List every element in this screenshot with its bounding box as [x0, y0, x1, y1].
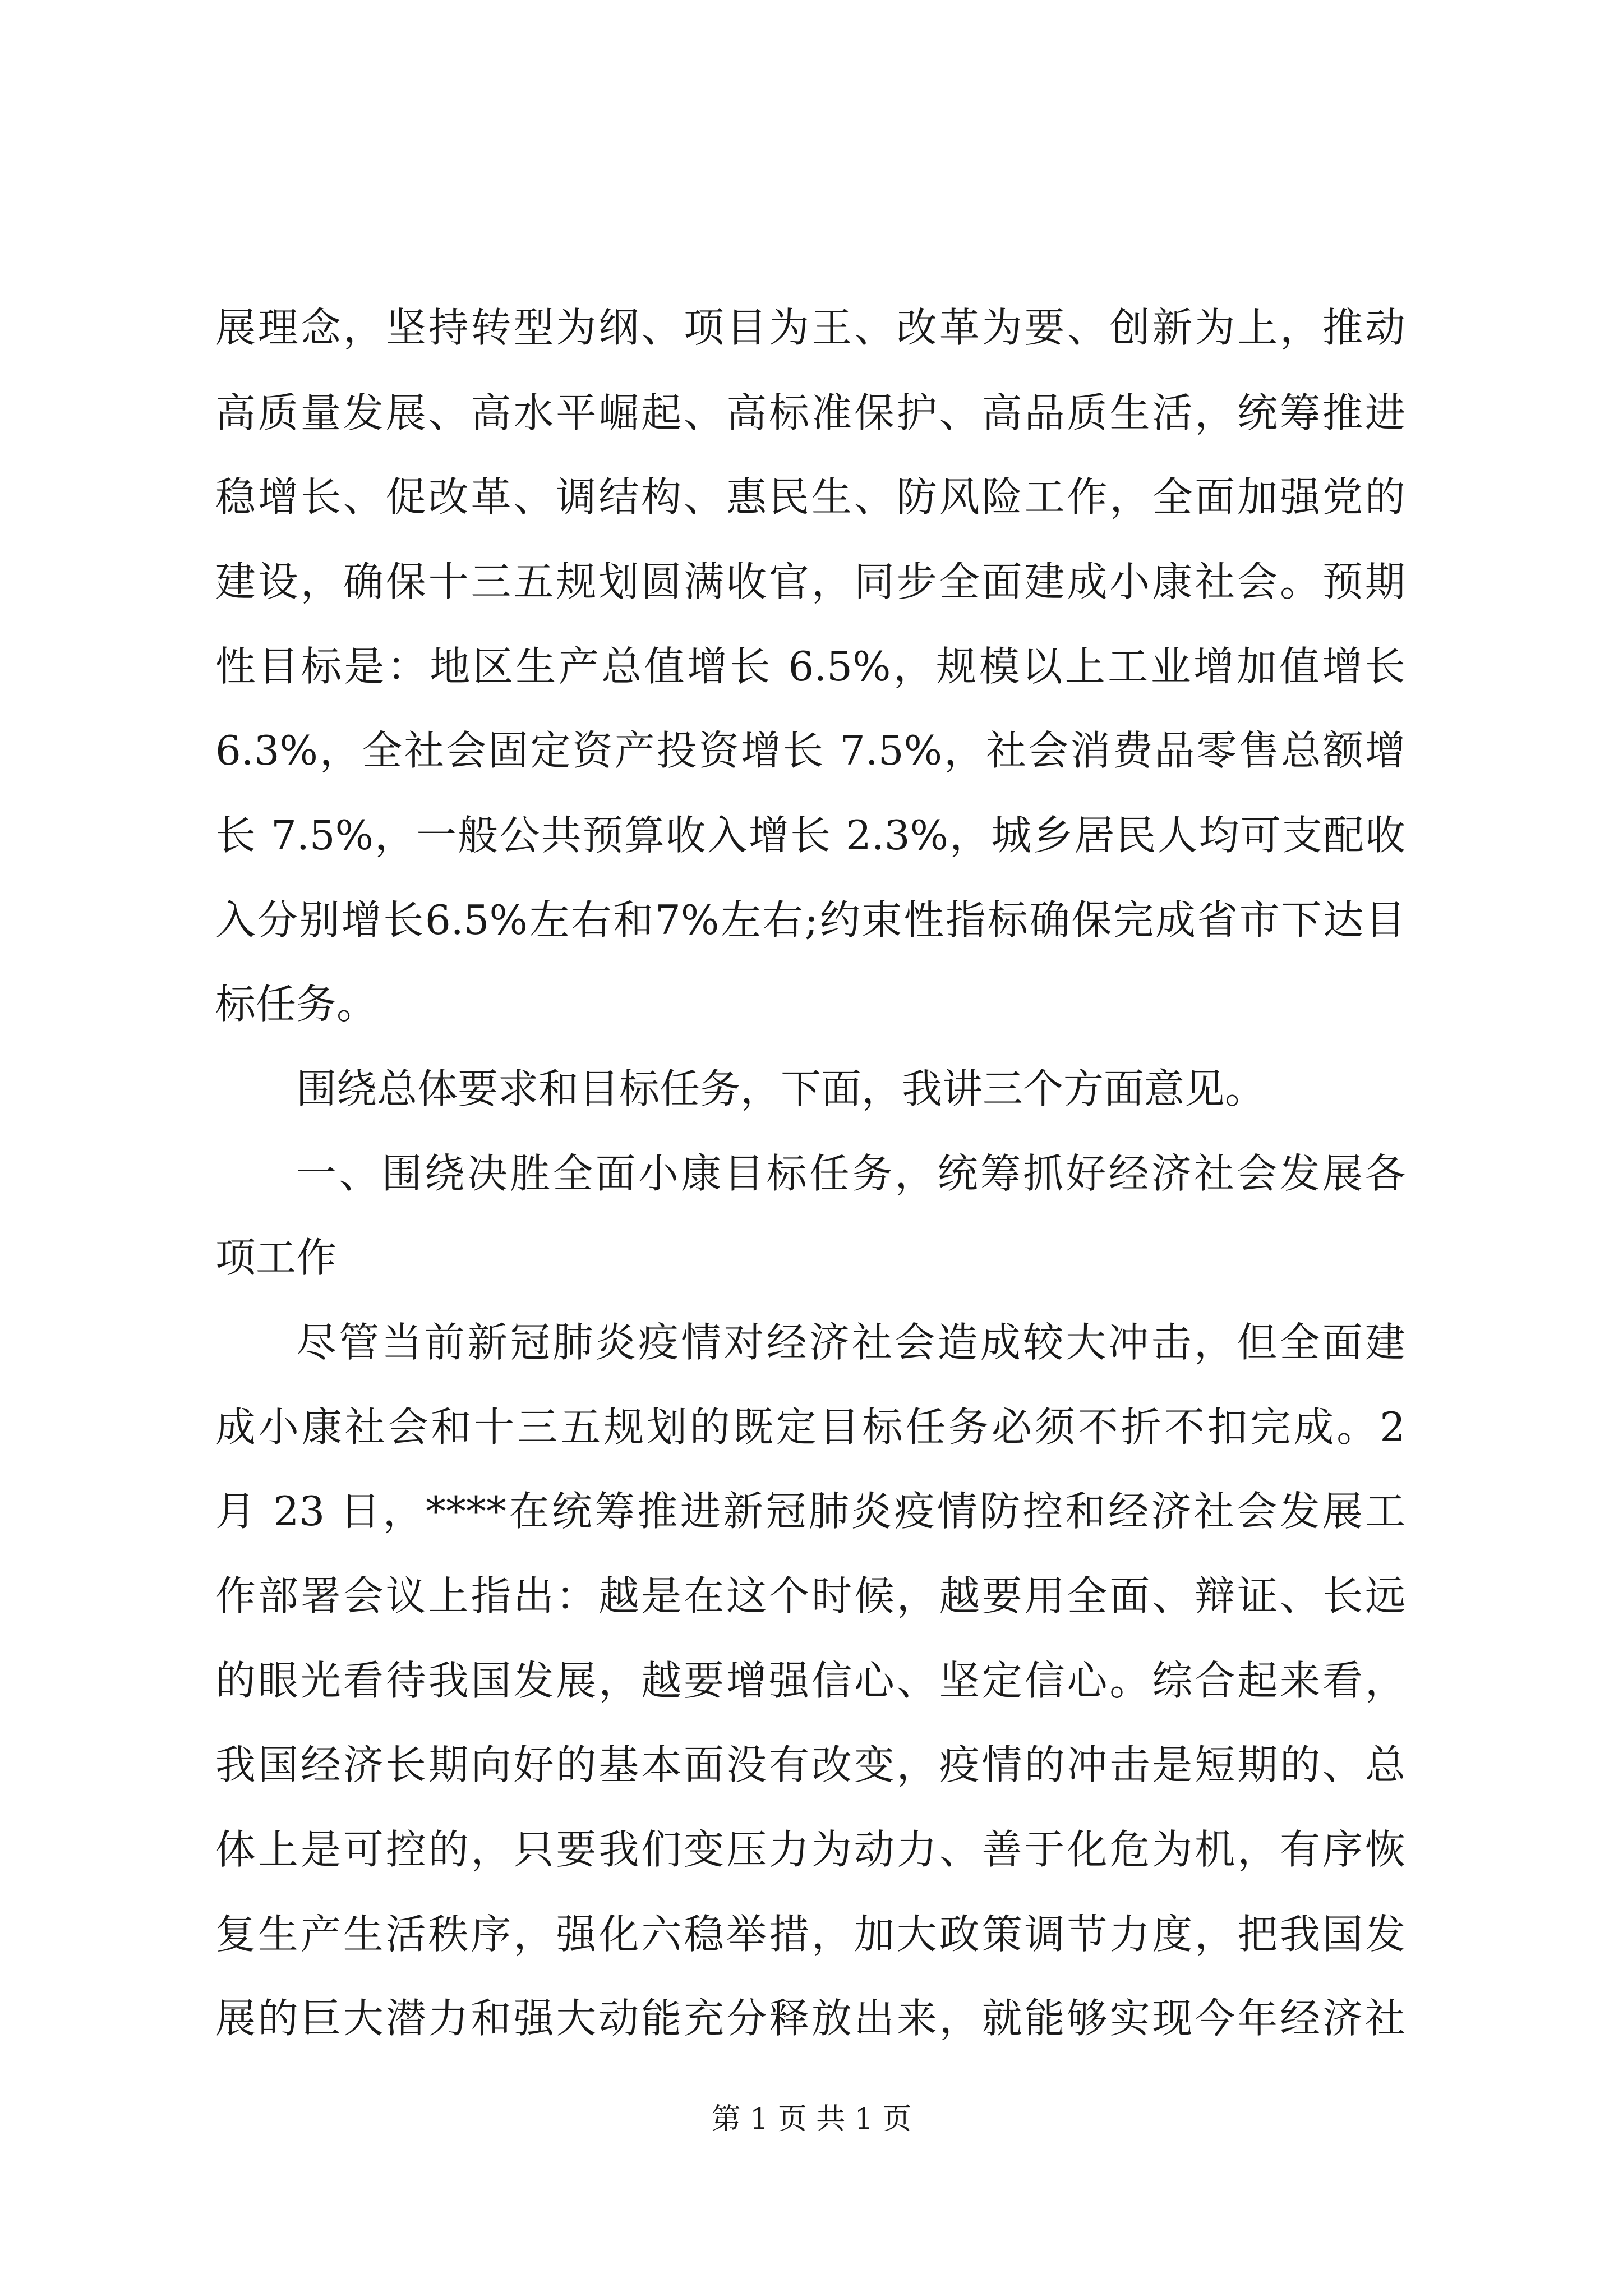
- body-line: 复生产生活秩序，强化六稳举措，加大政策调节力度，把我国发: [215, 1914, 1405, 1958]
- body-line: 高质量发展、高水平崛起、高标准保护、高品质生活，统筹推进: [215, 393, 1405, 436]
- body-line: 标任务。: [215, 981, 377, 1028]
- body-line: 6.3%，全社会固定资产投资增长 7.5%，社会消费品零售总额增: [215, 730, 1405, 774]
- body-line: 展的巨大潜力和强大动能充分释放出来，就能够实现今年经济社: [215, 1998, 1405, 2042]
- body-line: 体上是可控的，只要我们变压力为动力、善于化危为机，有序恢: [215, 1829, 1405, 1873]
- section-heading: 一、围绕决胜全面小康目标任务，统筹抓好经济社会发展各: [296, 1153, 1405, 1197]
- body-line: 稳增长、促改革、调结构、惠民生、防风险工作，全面加强党的: [215, 477, 1405, 521]
- body-line: 我国经济长期向好的基本面没有改变，疫情的冲击是短期的、总: [215, 1745, 1405, 1788]
- body-line: 尽管当前新冠肺炎疫情对经济社会造成较大冲击，但全面建: [296, 1322, 1405, 1366]
- body-line: 性目标是：地区生产总值增长 6.5%，规模以上工业增加值增长: [215, 646, 1405, 690]
- body-line: 月 23 日，****在统筹推进新冠肺炎疫情防控和经济社会发展工: [215, 1491, 1405, 1535]
- section-heading: 项工作: [215, 1234, 337, 1281]
- body-line: 围绕总体要求和目标任务，下面，我讲三个方面意见。: [296, 1065, 1266, 1112]
- body-line: 的眼光看待我国发展，越要增强信心、坚定信心。综合起来看，: [215, 1660, 1405, 1704]
- body-line: 入分别增长6.5%左右和7%左右;约束性指标确保完成省市下达目: [215, 900, 1405, 944]
- body-line: 建设，确保十三五规划圆满收官，同步全面建成小康社会。预期: [215, 562, 1405, 605]
- page-number-footer: 第 1 页 共 1 页: [711, 2102, 912, 2136]
- body-line: 成小康社会和十三五规划的既定目标任务必须不折不扣完成。2: [215, 1407, 1405, 1451]
- body-line: 作部署会议上指出：越是在这个时候，越要用全面、辩证、长远: [215, 1576, 1405, 1619]
- body-line: 长 7.5%，一般公共预算收入增长 2.3%，城乡居民人均可支配收: [215, 815, 1405, 859]
- body-line: 展理念，坚持转型为纲、项目为王、改革为要、创新为上，推动: [215, 307, 1405, 351]
